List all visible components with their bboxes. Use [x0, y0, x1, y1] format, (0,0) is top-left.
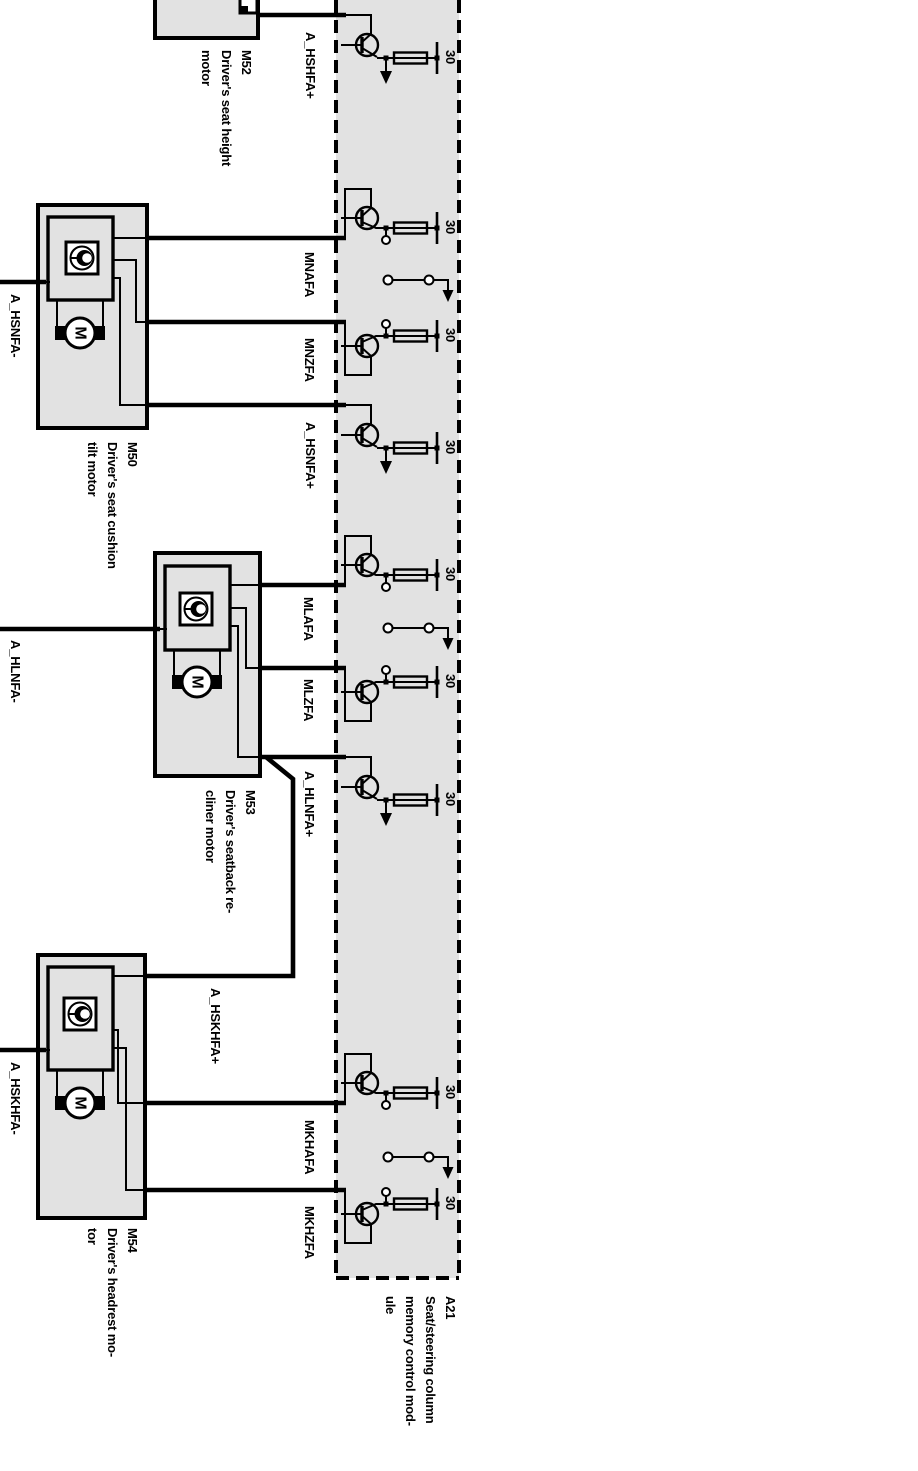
component-label-m52 [196, 50, 256, 166]
motor-letter-m54: M [71, 1096, 89, 1110]
wire-label-a-hskhfa-minus: A_HSKHFA- [8, 1062, 23, 1135]
wire-label-a-hsnfa-minus: A_HSNFA- [8, 294, 23, 358]
motor-letter-m53: M [188, 675, 206, 689]
terminal-30-label: 30 [443, 1085, 458, 1100]
motor-box-m54 [38, 955, 146, 1218]
motor-letter-m50: M [71, 326, 89, 340]
component-desc-m53-line2: cliner motor [203, 790, 218, 863]
component-desc-m53-line1: Driver's seatback re- [223, 790, 238, 914]
gearbox-icon-m54 [64, 998, 96, 1030]
terminal-30-label: 30 [443, 440, 458, 455]
terminal-30-label: 30 [443, 567, 458, 582]
component-label-m50 [82, 442, 142, 569]
wire-label-mnzfa: MNZFA [302, 338, 317, 382]
wire-label-a-hlnfa-minus: A_HLNFA- [8, 640, 23, 703]
wire-label-a-hlnfa-plus: A_HLNFA+ [302, 771, 317, 837]
component-desc-m52-line1: Driver's seat height [219, 50, 234, 167]
component-desc-m50-line2: tilt motor [85, 442, 100, 497]
motor-box-m50 [38, 205, 147, 428]
terminal-30-label: 30 [443, 220, 458, 235]
terminal-30-label: 30 [443, 792, 458, 807]
component-id-m53: M53 [243, 790, 258, 815]
component-id-m52: M52 [239, 50, 254, 75]
component-label-m53 [200, 790, 260, 913]
gearbox-icon-m50 [66, 242, 98, 274]
wire-label-mkhzfa: MKHZFA [302, 1206, 317, 1259]
component-desc-a21-line2: memory control mod- [403, 1296, 418, 1426]
motor-box-m52 [155, 0, 258, 38]
component-label-m54 [82, 1228, 142, 1357]
component-desc-m54-line2: tor [85, 1228, 100, 1245]
wire-label-mkhafa: MKHAFA [302, 1120, 317, 1175]
wire-label-a-hskhfa-plus: A_HSKHFA+ [208, 988, 223, 1064]
component-desc-m50-line1: Driver's seat cushion [105, 442, 120, 569]
component-desc-m52-line2: motor [199, 50, 214, 86]
terminal-30-label: 30 [443, 674, 458, 689]
component-id-m50: M50 [125, 442, 140, 467]
wire-label-mnafa: MNAFA [302, 252, 317, 298]
motor-box-m53 [155, 553, 262, 776]
component-desc-m54-line1: Driver's headrest mo- [105, 1228, 120, 1357]
wire-label-mlafa: MLAFA [301, 597, 316, 641]
wire-label-mlzfa: MLZFA [301, 679, 316, 722]
component-id-a21: A21 [443, 1296, 458, 1320]
component-label-a21 [380, 1296, 460, 1426]
gearbox-icon-m53 [180, 593, 212, 625]
wire-label-a-hshfa-plus: A_HSHFA+ [303, 32, 318, 99]
component-id-m54: M54 [125, 1228, 140, 1253]
terminal-30-label: 30 [443, 328, 458, 343]
wire-label-a-hsnfa-plus: A_HSNFA+ [303, 422, 318, 489]
terminal-30-label: 30 [443, 1196, 458, 1211]
terminal-30-label: 30 [443, 50, 458, 65]
component-desc-a21-line1: Seat/steering column [423, 1296, 438, 1424]
component-desc-a21-line3: ule [383, 1296, 398, 1315]
